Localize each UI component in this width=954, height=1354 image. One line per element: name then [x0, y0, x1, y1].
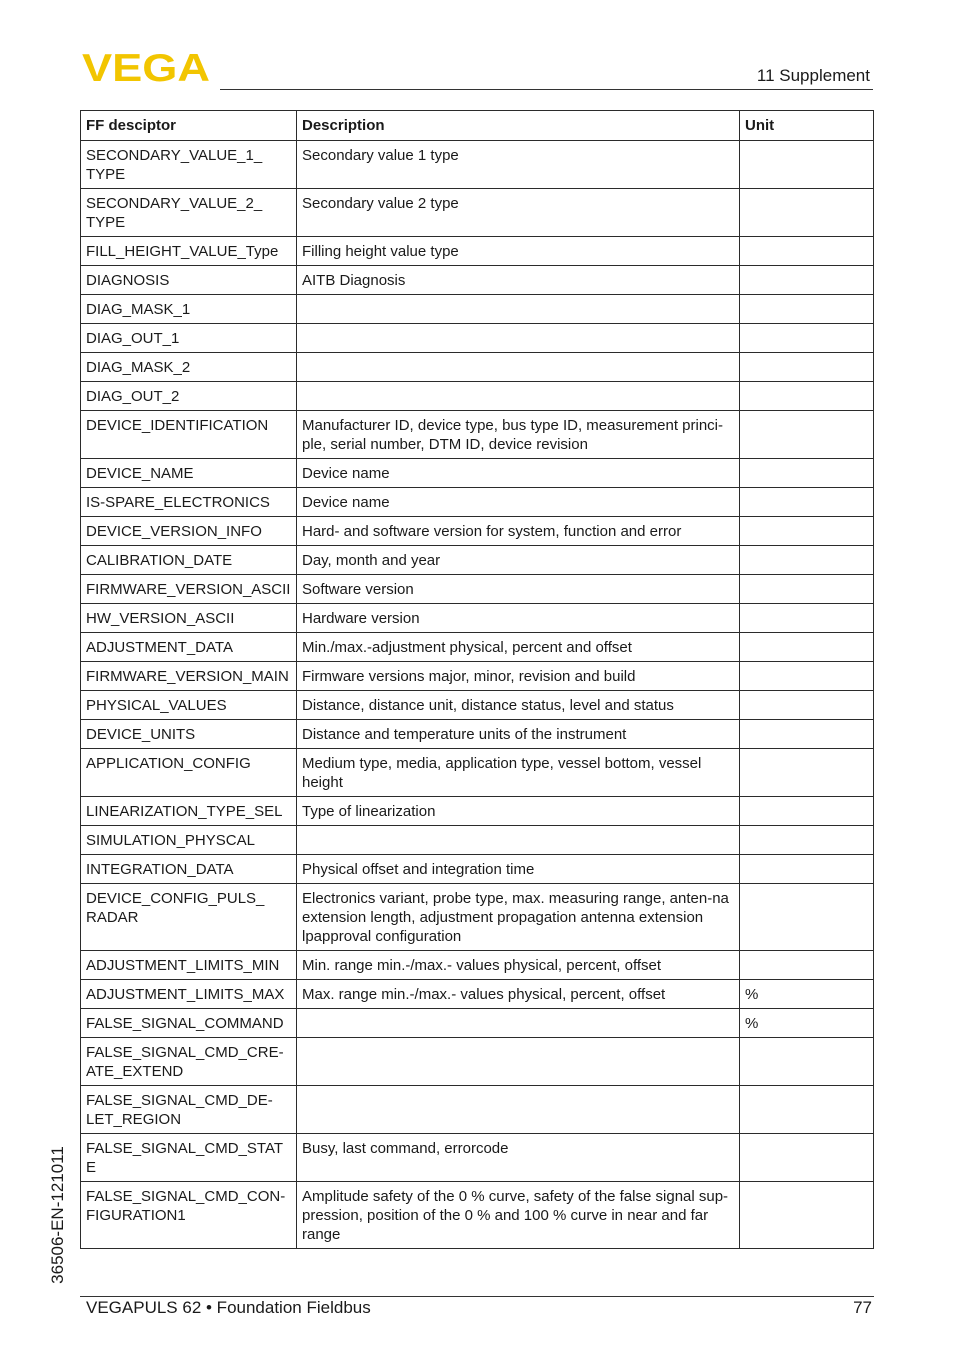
cell-unit: [740, 691, 874, 720]
cell-descriptor: DIAG_MASK_2: [81, 353, 297, 382]
table-row: [81, 189, 874, 237]
cell-unit: [740, 459, 874, 488]
cell-description: Busy, last command, errorcode: [297, 1134, 740, 1182]
cell-descriptor: FIRMWARE_VERSION_ASCII: [81, 575, 297, 604]
cell-unit: %: [740, 1009, 874, 1038]
cell-description: Type of linearization: [297, 797, 740, 826]
cell-description: Distance, distance unit, distance status, level and status: [297, 691, 740, 720]
cell-description: Distance and temperature units of the instrument: [297, 720, 740, 749]
cell-description: [297, 382, 740, 411]
table-row: [81, 1009, 874, 1038]
header-ff-descriptor: FF desciptor: [81, 111, 297, 141]
table-row: [81, 411, 874, 459]
cell-descriptor: ADJUSTMENT_DATA: [81, 633, 297, 662]
table-row: [81, 488, 874, 517]
cell-descriptor: ADJUSTMENT_LIMITS_MIN: [81, 951, 297, 980]
cell-unit: %: [740, 980, 874, 1009]
cell-unit: [740, 575, 874, 604]
header-unit: Unit: [740, 111, 874, 141]
cell-unit: [740, 1182, 874, 1249]
cell-unit: [740, 141, 874, 189]
cell-unit: [740, 951, 874, 980]
cell-descriptor: SIMULATION_PHYSCAL: [81, 826, 297, 855]
table-row: [81, 353, 874, 382]
cell-description: Min./max.-adjustment physical, percent and offset: [297, 633, 740, 662]
cell-unit: [740, 411, 874, 459]
table-row: [81, 720, 874, 749]
table-row: [81, 517, 874, 546]
cell-description: Physical offset and integration time: [297, 855, 740, 884]
cell-descriptor: FALSE_SIGNAL_CMD_CON-FIGURATION1: [81, 1182, 297, 1249]
table-row: [81, 633, 874, 662]
cell-descriptor: APPLICATION_CONFIG: [81, 749, 297, 797]
cell-unit: [740, 720, 874, 749]
cell-description: Hardware version: [297, 604, 740, 633]
table-row: [81, 1182, 874, 1249]
cell-description: Device name: [297, 488, 740, 517]
cell-description: Hard- and software version for system, function and error: [297, 517, 740, 546]
table-row: [81, 459, 874, 488]
cell-description: Filling height value type: [297, 237, 740, 266]
cell-description: [297, 1038, 740, 1086]
cell-unit: [740, 662, 874, 691]
cell-descriptor: IS-SPARE_ELECTRONICS: [81, 488, 297, 517]
cell-descriptor: FALSE_SIGNAL_CMD_STATE: [81, 1134, 297, 1182]
cell-description: Secondary value 1 type: [297, 141, 740, 189]
cell-descriptor: DIAGNOSIS: [81, 266, 297, 295]
cell-descriptor: DEVICE_IDENTIFICATION: [81, 411, 297, 459]
table-row: [81, 237, 874, 266]
cell-unit: [740, 295, 874, 324]
cell-description: Secondary value 2 type: [297, 189, 740, 237]
cell-description: Amplitude safety of the 0 % curve, safety of the false signal sup-pression, position of the 0 % and 100 % curve in near and far range: [297, 1182, 740, 1249]
cell-unit: [740, 1038, 874, 1086]
table-row: [81, 1038, 874, 1086]
header-description: Description: [297, 111, 740, 141]
cell-descriptor: DIAG_OUT_1: [81, 324, 297, 353]
table-header-row: [81, 111, 874, 141]
cell-descriptor: DEVICE_NAME: [81, 459, 297, 488]
cell-unit: [740, 884, 874, 951]
cell-descriptor: FALSE_SIGNAL_COMMAND: [81, 1009, 297, 1038]
cell-unit: [740, 855, 874, 884]
cell-unit: [740, 633, 874, 662]
cell-descriptor: DEVICE_VERSION_INFO: [81, 517, 297, 546]
cell-description: [297, 1009, 740, 1038]
cell-descriptor: DEVICE_CONFIG_PULS_ RADAR: [81, 884, 297, 951]
table-row: [81, 1086, 874, 1134]
cell-unit: [740, 324, 874, 353]
cell-description: Software version: [297, 575, 740, 604]
table-row: [81, 662, 874, 691]
document-code: 36506-EN-121011: [48, 1146, 67, 1284]
cell-descriptor: HW_VERSION_ASCII: [81, 604, 297, 633]
cell-description: [297, 826, 740, 855]
cell-unit: [740, 797, 874, 826]
footer-divider: [80, 1296, 874, 1297]
cell-unit: [740, 517, 874, 546]
table-row: [81, 797, 874, 826]
table-row: [81, 546, 874, 575]
cell-unit: [740, 237, 874, 266]
cell-description: [297, 1086, 740, 1134]
footer-product: VEGAPULS 62 • Foundation Fieldbus: [86, 1298, 371, 1317]
table-row: [81, 691, 874, 720]
header-divider: [220, 89, 873, 90]
cell-descriptor: SECONDARY_VALUE_1_ TYPE: [81, 141, 297, 189]
cell-descriptor: FIRMWARE_VERSION_MAIN: [81, 662, 297, 691]
vega-logo-text: VEGA: [82, 50, 210, 84]
cell-descriptor: PHYSICAL_VALUES: [81, 691, 297, 720]
cell-descriptor: FALSE_SIGNAL_CMD_DE-LET_REGION: [81, 1086, 297, 1134]
cell-descriptor: DIAG_OUT_2: [81, 382, 297, 411]
cell-unit: [740, 488, 874, 517]
section-title: 11 Supplement: [756, 66, 870, 85]
cell-unit: [740, 826, 874, 855]
cell-unit: [740, 353, 874, 382]
cell-unit: [740, 546, 874, 575]
cell-description: Medium type, media, application type, vessel bottom, vessel height: [297, 749, 740, 797]
table-row: [81, 1134, 874, 1182]
table-row: [81, 575, 874, 604]
cell-descriptor: SECONDARY_VALUE_2_ TYPE: [81, 189, 297, 237]
table-row: [81, 604, 874, 633]
table-body: [81, 141, 874, 1249]
cell-descriptor: FALSE_SIGNAL_CMD_CRE-ATE_EXTEND: [81, 1038, 297, 1086]
table-row: [81, 855, 874, 884]
table-row: [81, 884, 874, 951]
cell-unit: [740, 604, 874, 633]
cell-descriptor: DEVICE_UNITS: [81, 720, 297, 749]
cell-unit: [740, 382, 874, 411]
page-number: 77: [853, 1298, 872, 1317]
table-row: [81, 266, 874, 295]
cell-description: Device name: [297, 459, 740, 488]
cell-description: Max. range min.-/max.- values physical, percent, offset: [297, 980, 740, 1009]
cell-description: AITB Diagnosis: [297, 266, 740, 295]
cell-description: Min. range min.-/max.- values physical, percent, offset: [297, 951, 740, 980]
table-row: [81, 295, 874, 324]
cell-descriptor: ADJUSTMENT_LIMITS_MAX: [81, 980, 297, 1009]
table-row: [81, 382, 874, 411]
cell-unit: [740, 749, 874, 797]
cell-description: [297, 324, 740, 353]
table-row: [81, 749, 874, 797]
cell-descriptor: INTEGRATION_DATA: [81, 855, 297, 884]
cell-descriptor: FILL_HEIGHT_VALUE_Type: [81, 237, 297, 266]
cell-unit: [740, 189, 874, 237]
cell-description: Day, month and year: [297, 546, 740, 575]
cell-description: Manufacturer ID, device type, bus type ID, measurement princi-ple, serial number, DTM ID, device revision: [297, 411, 740, 459]
ff-descriptor-table: [80, 110, 874, 1249]
cell-unit: [740, 266, 874, 295]
cell-description: Electronics variant, probe type, max. measuring range, anten-na extension length, adjustment propagation antenna extension lpapproval configuration: [297, 884, 740, 951]
table-row: [81, 951, 874, 980]
cell-description: [297, 353, 740, 382]
table-row: [81, 324, 874, 353]
cell-descriptor: DIAG_MASK_1: [81, 295, 297, 324]
cell-description: Firmware versions major, minor, revision and build: [297, 662, 740, 691]
cell-descriptor: CALIBRATION_DATE: [81, 546, 297, 575]
cell-description: [297, 295, 740, 324]
cell-unit: [740, 1134, 874, 1182]
cell-descriptor: LINEARIZATION_TYPE_SEL: [81, 797, 297, 826]
table-row: [81, 980, 874, 1009]
table-row: [81, 826, 874, 855]
cell-unit: [740, 1086, 874, 1134]
vega-logo: [82, 50, 212, 84]
table-row: [81, 141, 874, 189]
